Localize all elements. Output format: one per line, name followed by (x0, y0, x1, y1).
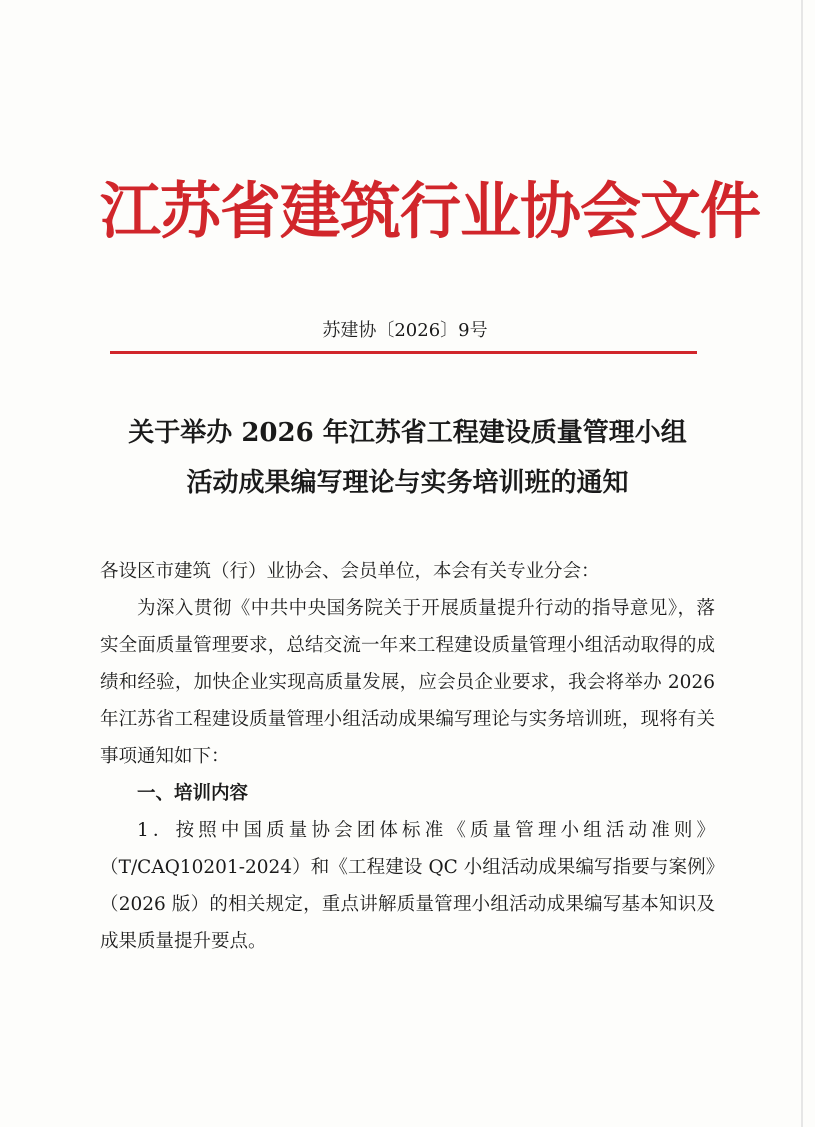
red-divider-line (110, 351, 697, 354)
document-number: 苏建协〔2026〕9号 (322, 320, 488, 341)
salutation: 各设区市建筑（行）业协会、会员单位，本会有关专业分会： (100, 561, 600, 582)
section-heading-training-content: 一、培训内容 (137, 783, 249, 804)
notice-title-line-2: 活动成果编写理论与实务培训班的通知 (186, 468, 629, 498)
masthead-title: 江苏省建筑行业协会文件 (100, 176, 761, 247)
scan-edge-line (801, 0, 803, 1127)
notice-title-line-1: 关于举办 2026 年江苏省工程建设质量管理小组 (128, 418, 687, 448)
intro-paragraph: 为深入贯彻《中共中央国务院关于开展质量提升行动的指导意见》，落实全面质量管理要求，总结交流一年来工程建设质量管理小组活动取得的成绩和经验，加快企业实现高质量发展，应会员企业要求，我会将举办 2026 年江苏省工程建设质量管理小组活动成果编写理论与实务培训班，现将有关事项通知如下： (100, 598, 715, 767)
notice-title (100, 408, 715, 508)
item-1-paragraph: 1．按照中国质量协会团体标准《质量管理小组活动准则》（T/CAQ10201-2024）和《工程建设 QC 小组活动成果编写指要与案例》（2026 版）的相关规定，重点讲解质量管理小组活动成果编写基本知识及成果质量提升要点。 (100, 820, 715, 952)
notice-body (100, 553, 715, 960)
